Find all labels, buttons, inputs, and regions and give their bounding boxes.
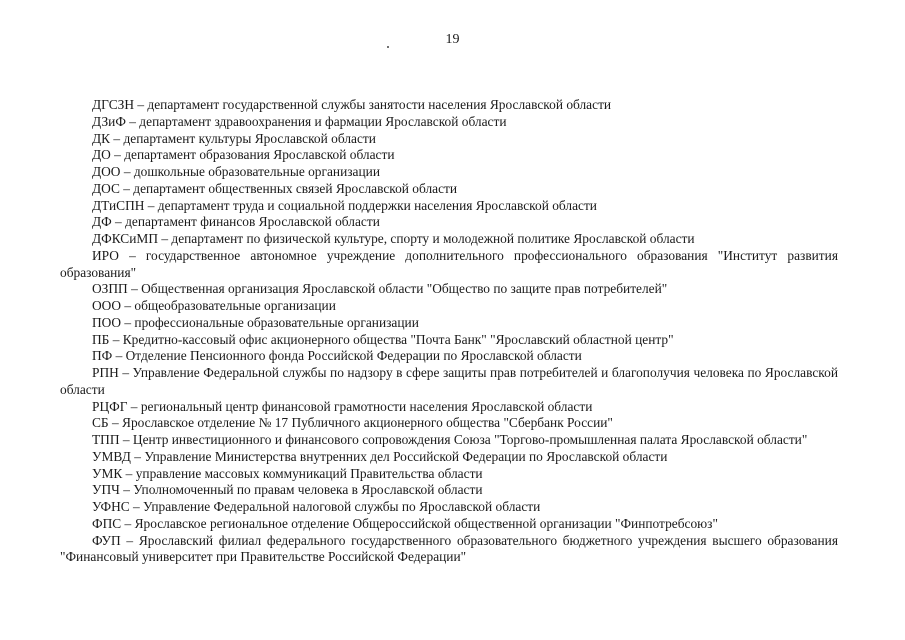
abbreviation-entry: ДО – департамент образования Ярославской области xyxy=(92,147,395,163)
abbreviation-entry: ДТиСПН – департамент труда и социальной поддержки населения Ярославской области xyxy=(92,197,597,213)
abbreviation-entry: ИРО – государственное автономное учреждение дополнительного профессионального образования "Институт развития образования" xyxy=(60,247,838,280)
abbreviation-entry: ДОО – дошкольные образовательные организации xyxy=(92,164,380,179)
abbreviation-entry: УМВД – Управление Министерства внутренних дел Российской Федерации по Ярославской области xyxy=(92,448,668,464)
abbreviation-entry: ПБ – Кредитно-кассовый офис акционерного общества "Почта Банк" "Ярославский областной центр" xyxy=(92,331,674,347)
abbreviation-entry: УПЧ – Уполномоченный по правам человека в Ярославской области xyxy=(92,482,483,498)
abbreviation-entry: РПН – Управление Федеральной службы по надзору в сфере защиты прав потребителей и благополучия человека по Ярославской области xyxy=(60,365,838,397)
abbreviation-entry: ПОО – профессиональные образовательные организации xyxy=(92,314,419,330)
abbreviation-entry: ДГСЗН – департамент государственной службы занятости населения Ярославской области xyxy=(92,97,612,112)
abbreviation-entry: ФУП – Ярославский филиал федерального государственного образовательного бюджетного учреждения высшего образования "Финансовый университет при Правительстве Российской Федерации" xyxy=(60,532,838,565)
abbreviation-entry: ДФКСиМП – департамент по физической культуре, спорту и молодежной политике Ярославской области xyxy=(92,231,695,246)
abbreviation-entry: ДЗиФ – департамент здравоохранения и фармации Ярославской области xyxy=(92,113,507,129)
abbreviation-entry: ДФ – департамент финансов Ярославской области xyxy=(92,214,380,230)
abbreviation-list xyxy=(60,97,838,566)
abbreviation-entry: ОЗПП – Общественная организация Ярославской области "Общество по защите прав потребителей" xyxy=(92,281,668,297)
abbreviation-entry: ПФ – Отделение Пенсионного фонда Российской Федерации по Ярославской области xyxy=(92,348,582,364)
abbreviation-entry: УМК – управление массовых коммуникаций Правительства области xyxy=(92,465,483,481)
abbreviation-entry: ФПС – Ярославское региональное отделение Общероссийской общественной организации "Финпотребсоюз" xyxy=(92,515,718,531)
abbreviation-entry: РЦФГ – региональный центр финансовой грамотности населения Ярославской области xyxy=(92,398,593,414)
abbreviation-entry: СБ – Ярославское отделение № 17 Публичного акционерного общества "Сбербанк России" xyxy=(92,415,613,431)
abbreviation-entry: ДОС – департамент общественных связей Ярославской области xyxy=(92,180,458,196)
abbreviation-entry: ДК – департамент культуры Ярославской области xyxy=(92,130,376,146)
abbreviation-entry: УФНС – Управление Федеральной налоговой службы по Ярославской области xyxy=(92,499,541,514)
page-number: 19 xyxy=(445,32,460,47)
abbreviation-entry: ООО – общеобразовательные организации xyxy=(92,298,336,313)
scan-speck xyxy=(387,46,389,48)
abbreviation-entry: ТПП – Центр инвестиционного и финансового сопровождения Союза "Торгово-промышленная палата Ярославской области" xyxy=(92,432,808,447)
